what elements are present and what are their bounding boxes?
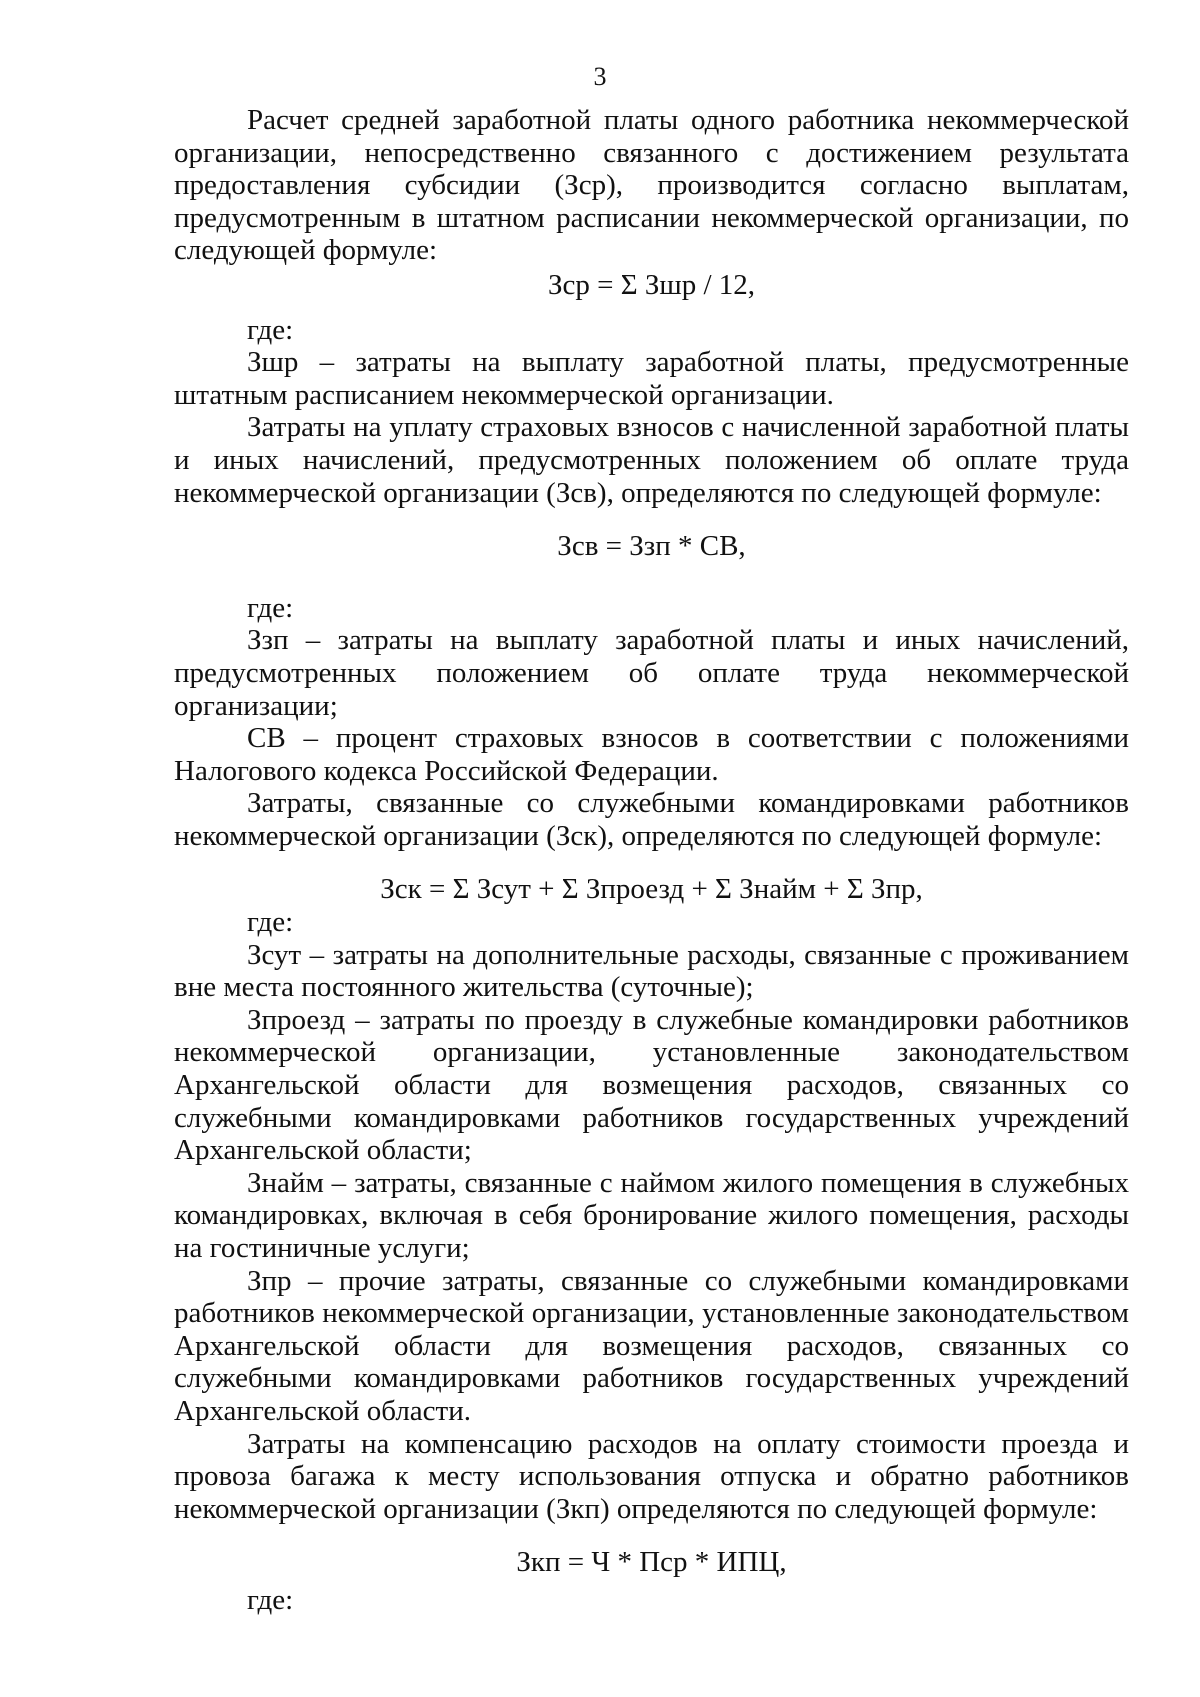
definition-zpr: Зпр – прочие затраты, связанные со служебными командировками работников некоммерческой организации, установленные законодательством Архангельской области для возмещения расходов, связанных со служебными командировками работников государственных учреждений Архангельской области. xyxy=(174,1264,1129,1427)
paragraph-insurance: Затраты на уплату страховых взносов с начисленной заработной платы и иных начислений, предусмотренных положением об оплате труда некоммерческой организации (Зсв), определяются по следующей формуле: xyxy=(174,411,1129,509)
document-body xyxy=(174,104,1129,1617)
definition-sv: СВ – процент страховых взносов в соответствии с положениями Налогового кодекса Российской Федерации. xyxy=(174,722,1129,787)
page-number: 3 xyxy=(593,62,607,91)
formula-business-trips: Зск = Σ Зсут + Σ Зпроезд + Σ Знайм + Σ Зпр, xyxy=(380,873,923,906)
definition-zzp: Ззп – затраты на выплату заработной платы и иных начислений, предусмотренных положением об оплате труда некоммерческой организации; xyxy=(174,624,1129,722)
where-label: где: xyxy=(247,313,294,346)
formula-insurance: Зсв = Ззп * СВ, xyxy=(557,530,746,563)
formula-vacation-travel: Зкп = Ч * Пср * ИПЦ, xyxy=(516,1546,787,1579)
formula-avg-salary: Зср = Σ Зшр / 12, xyxy=(547,268,756,301)
paragraph-vacation-travel: Затраты на компенсацию расходов на оплату стоимости проезда и провоза багажа к месту использования отпуска и обратно работников некоммерческой организации (Зкп) определяются по следующей формуле: xyxy=(174,1427,1129,1525)
definition-zproezd: Зпроезд – затраты по проезду в служебные командировки работников некоммерческой организации, установленные законодательством Архангельской области для возмещения расходов, связанных со служебными командировками работников государственных учреждений Архангельской области; xyxy=(174,1003,1129,1167)
paragraph-business-trips: Затраты, связанные со служебными командировками работников некоммерческой организации (Зск), определяются по следующей формуле: xyxy=(174,787,1129,852)
where-label: где: xyxy=(247,591,294,624)
definition-zshr: Зшр – затраты на выплату заработной платы, предусмотренные штатным расписанием некоммерческой организации. xyxy=(174,346,1129,411)
definition-zsut: Зсут – затраты на дополнительные расходы, связанные с проживанием вне места постоянного жительства (суточные); xyxy=(174,938,1129,1004)
where-label: где: xyxy=(247,906,294,939)
paragraph-avg-salary: Расчет средней заработной платы одного работника некоммерческой организации, непосредственно связанного с достижением результата предоставления субсидии (Зср), производится согласно выплатам, предусмотренным в штатном расписании некоммерческой организации, по следующей формуле: xyxy=(174,104,1129,267)
definition-znaim: Знайм – затраты, связанные с наймом жилого помещения в служебных командировках, включая в себя бронирование жилого помещения, расходы на гостиничные услуги; xyxy=(174,1166,1129,1264)
where-label: где: xyxy=(247,1583,294,1616)
